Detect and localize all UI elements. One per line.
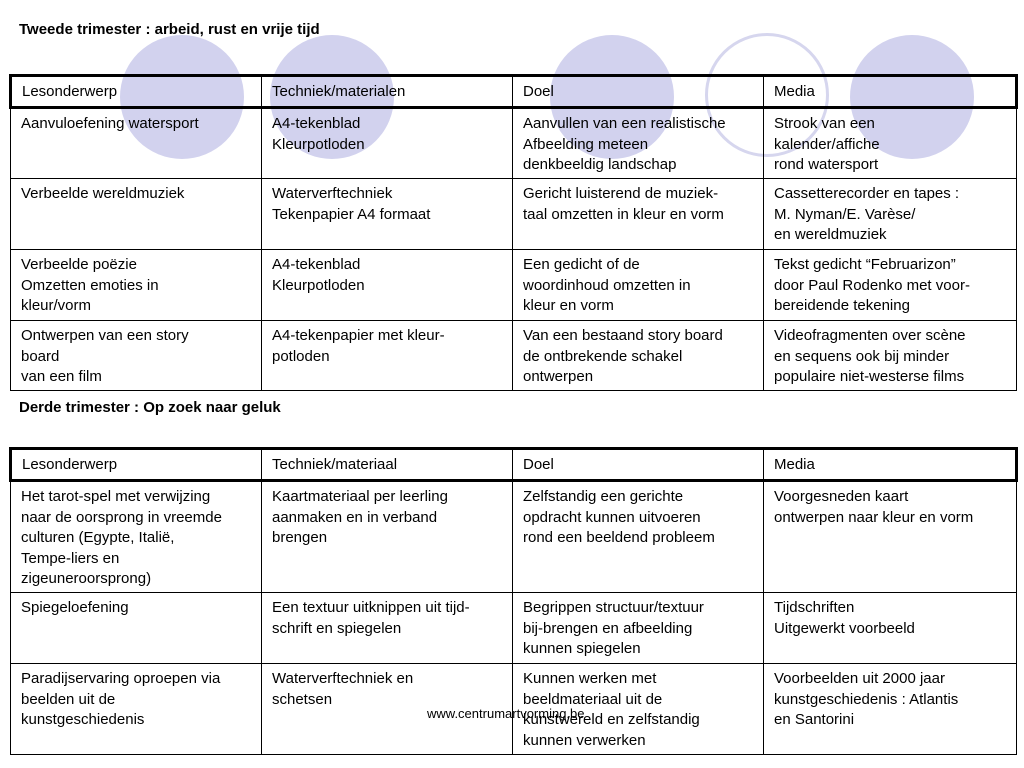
cell-text-line: opdracht kunnen uitvoeren	[523, 508, 701, 526]
table-row	[11, 321, 1017, 391]
cell-text-line: Strook van een	[774, 115, 875, 132]
table-cell	[11, 593, 262, 664]
table-cell	[513, 593, 764, 664]
cell-text-line: Ontwerpen van een story	[21, 327, 189, 344]
table-cell	[764, 593, 1017, 664]
table-cell	[11, 250, 262, 321]
cell-text-line: kunnen spiegelen	[523, 640, 641, 657]
cell-text-line: kalender/affiche	[774, 135, 880, 153]
cell-text-line: kleur/vorm	[21, 297, 92, 314]
cell-text-line: kunnen verwerken	[523, 731, 646, 749]
cell-text-line: M. Nyman/E. Varèse/	[774, 205, 916, 223]
table-body	[11, 108, 1017, 391]
cell-text-line: brengen	[272, 529, 328, 546]
cell-text-line: aanmaken en in verband	[272, 508, 438, 526]
cell-text-line: door Paul Rodenko met voor-	[774, 276, 970, 294]
cell-text-line: ontwerpen	[523, 368, 594, 385]
cell-text-line: Tijdschriften	[774, 599, 855, 616]
cell-text-line: Aanvullen van een realistische	[523, 115, 726, 132]
cell-text-line: A4-tekenpapier met kleur-	[272, 327, 445, 344]
cell-text-line: culturen (Egypte, Italië,	[21, 529, 175, 546]
table-cell	[262, 250, 513, 321]
table-cell	[11, 664, 262, 755]
cell-text-line: Kaartmateriaal per leerling	[272, 488, 448, 505]
cell-text-line: kunstwereld en zelfstandig	[523, 711, 700, 728]
cell-text-line: Omzetten emoties in	[21, 276, 159, 294]
cell-text-line: Begrippen structuur/textuur	[523, 599, 704, 616]
cell-text-line: Verbeelde wereldmuziek	[21, 185, 185, 202]
cell-text-line: de ontbrekende schakel	[523, 347, 683, 365]
table-row	[11, 179, 1017, 250]
website-watermark: www.centrumartvorming.be	[427, 706, 585, 721]
section-heading-third-trimester: Derde trimester : Op zoek naar geluk	[19, 399, 281, 416]
table-row	[11, 481, 1017, 593]
table-cell	[262, 179, 513, 250]
table-cell	[513, 108, 764, 179]
cell-text-line: kunstgeschiedenis	[21, 711, 145, 728]
column-header-media: Media	[764, 449, 1017, 481]
cell-text-line: schrift en spiegelen	[272, 619, 402, 637]
table-cell	[262, 321, 513, 391]
table-header-row	[11, 449, 1017, 481]
table-row	[11, 250, 1017, 321]
cell-text-line: Gericht luisterend de muziek-	[523, 185, 719, 202]
column-header-techniek: Techniek/materiaal	[262, 449, 513, 481]
lesson-table-second-trimester	[9, 74, 1018, 391]
cell-text-line: Verbeelde poëzie	[21, 256, 137, 273]
table-header-row	[11, 76, 1017, 108]
cell-text-line: rond een beeldend probleem	[523, 529, 715, 546]
table-cell	[764, 179, 1017, 250]
table-row	[11, 593, 1017, 664]
cell-text-line: Videofragmenten over scène	[774, 327, 966, 344]
cell-text-line: van een film	[21, 368, 102, 385]
cell-text-line: potloden	[272, 347, 330, 365]
cell-text-line: Een textuur uitknippen uit tijd-	[272, 599, 470, 616]
cell-text-line: Spiegeloefening	[21, 599, 129, 616]
cell-text-line: Afbeelding meteen	[523, 135, 649, 153]
table-cell	[11, 108, 262, 179]
cell-text-line: A4-tekenblad	[272, 115, 361, 132]
cell-text-line: Tekenpapier A4 formaat	[272, 205, 431, 223]
cell-text-line: ontwerpen naar kleur en vorm	[774, 508, 974, 526]
cell-text-line: Voorgesneden kaart	[774, 488, 909, 505]
cell-text-line: Cassetterecorder en tapes :	[774, 185, 960, 202]
column-header-doel: Doel	[513, 449, 764, 481]
cell-text-line: bereidende tekening	[774, 297, 910, 314]
cell-text-line: Zelfstandig een gerichte	[523, 488, 684, 505]
cell-text-line: en Santorini	[774, 711, 855, 728]
cell-text-line: Het tarot-spel met verwijzing	[21, 488, 211, 505]
table-cell	[11, 321, 262, 391]
cell-text-line: Uitgewerkt voorbeeld	[774, 619, 915, 637]
section-heading-second-trimester: Tweede trimester : arbeid, rust en vrije tijd	[19, 21, 320, 38]
cell-text-line: taal omzetten in kleur en vorm	[523, 205, 724, 223]
cell-text-line: Waterverftechniek en	[272, 670, 414, 687]
cell-text-line: bij-brengen en afbeelding	[523, 619, 693, 637]
table-cell	[11, 179, 262, 250]
table-cell	[764, 250, 1017, 321]
cell-text-line: zigeuneroorsprong)	[21, 570, 152, 587]
cell-text-line: kleur en vorm	[523, 297, 614, 314]
cell-text-line: kunstgeschiedenis : Atlantis	[774, 690, 959, 708]
cell-text-line: Voorbeelden uit 2000 jaar	[774, 670, 945, 687]
column-header-lesonderwerp: Lesonderwerp	[11, 449, 262, 481]
cell-text-line: Waterverftechniek	[272, 185, 393, 202]
cell-text-line: beelden uit de	[21, 690, 116, 708]
table-cell	[11, 481, 262, 593]
column-header-lesonderwerp: Lesonderwerp	[11, 76, 262, 108]
table-cell	[513, 321, 764, 391]
cell-text-line: Kunnen werken met	[523, 670, 657, 687]
column-header-techniek: Techniek/materialen	[262, 76, 513, 108]
cell-text-line: schetsen	[272, 690, 333, 708]
cell-text-line: Tekst gedicht “Februarizon”	[774, 256, 956, 273]
table-cell	[513, 179, 764, 250]
cell-text-line: Tempe-liers en	[21, 549, 120, 567]
table-cell	[262, 593, 513, 664]
cell-text-line: Kleurpotloden	[272, 276, 365, 294]
cell-text-line: Kleurpotloden	[272, 135, 365, 153]
cell-text-line: beeldmateriaal uit de	[523, 690, 663, 708]
cell-text-line: Van een bestaand story board	[523, 327, 723, 344]
table-cell	[764, 108, 1017, 179]
cell-text-line: Aanvuloefening watersport	[21, 115, 199, 132]
cell-text-line: Een gedicht of de	[523, 256, 640, 273]
table-cell	[262, 481, 513, 593]
cell-text-line: populaire niet-westerse films	[774, 368, 965, 385]
cell-text-line: A4-tekenblad	[272, 256, 361, 273]
cell-text-line: rond watersport	[774, 156, 879, 173]
cell-text-line: woordinhoud omzetten in	[523, 276, 691, 294]
table-cell	[764, 664, 1017, 755]
table-row	[11, 108, 1017, 179]
cell-text-line: Paradijservaring oproepen via	[21, 670, 221, 687]
cell-text-line: denkbeeldig landschap	[523, 156, 677, 173]
cell-text-line: en wereldmuziek	[774, 226, 887, 243]
cell-text-line: board	[21, 347, 60, 365]
table-cell	[764, 321, 1017, 391]
table-cell	[513, 481, 764, 593]
table-cell	[262, 108, 513, 179]
column-header-media: Media	[764, 76, 1017, 108]
table-cell	[764, 481, 1017, 593]
cell-text-line: naar de oorsprong in vreemde	[21, 508, 222, 526]
column-header-doel: Doel	[513, 76, 764, 108]
table-cell	[513, 250, 764, 321]
cell-text-line: en sequens ook bij minder	[774, 347, 950, 365]
